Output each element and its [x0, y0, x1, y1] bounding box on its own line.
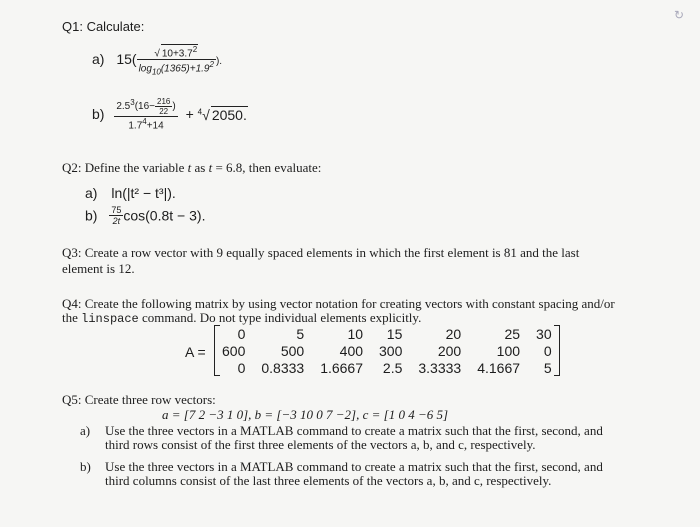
- q2b-expr: cos(0.8t − 3).: [123, 207, 206, 224]
- q1a-den: $\log_{10}(1365)+1.9^2$: [138, 60, 214, 77]
- q5a-text: a) Use the three vectors in a MATLAB command to create a matrix such that the first, second, and third rows consist of the first three elements of the vectors a, b, and c, respectively.: [80, 423, 603, 452]
- matrix-row: [214, 342, 560, 359]
- matrix-cell: 0: [543, 342, 552, 359]
- q5-title: Q5: Create three row vectors:: [62, 392, 216, 407]
- matrix-cell: 100: [496, 342, 521, 359]
- matrix-cell: 3.3333: [418, 359, 462, 376]
- sqrt-symbol: √: [154, 48, 160, 60]
- q1b-label: b): [92, 106, 105, 123]
- q5b-label: b): [80, 459, 91, 474]
- q1b-plus: +: [185, 106, 194, 123]
- q1b-num: $2.5^3(16-$ $\frac{216}{22}$ ): [116, 97, 176, 116]
- q1a-coef: 15(: [116, 51, 137, 68]
- matrix-row: [214, 359, 560, 376]
- matrix-row: [214, 325, 560, 342]
- q3-text: Q3: Create a row vector with 9 equally spaced elements in which the first element is 81 and the last element is 12.: [62, 245, 580, 276]
- q2b-expression: b) $\frac{75}{2t}$ cos(0.8t − 3).: [85, 205, 206, 226]
- matrix-cell: 30: [536, 325, 552, 342]
- matrix-cell: 10: [347, 325, 364, 342]
- matrix-cell: 1.6667: [320, 359, 364, 376]
- q2a-label: a): [85, 185, 98, 201]
- q4-text: Q4: Create the following matrix by using vector notation for creating vectors with constant spacing and/or the linspace command. Do not type individual elements explicitly.: [62, 296, 615, 326]
- matrix-cell: 600: [222, 342, 246, 359]
- matrix-cell: 25: [504, 325, 521, 342]
- q1b-expression: [92, 97, 248, 131]
- matrix-cell: 200: [437, 342, 462, 359]
- q2a-expr: ln(|t² − t³|).: [111, 185, 176, 201]
- matrix-cell: 4.1667: [477, 359, 521, 376]
- q5b-text: b) Use the three vectors in a MATLAB command to create a matrix such that the first, second, and third columns consist of the last three elements of the vectors a, b, and c, respectively.: [80, 459, 603, 488]
- q2a-expression: [85, 185, 176, 201]
- matrix-cell: 5: [296, 325, 305, 342]
- matrix-cell: 0: [237, 359, 246, 376]
- matrix-cell: 20: [445, 325, 462, 342]
- matrix-cell: 500: [280, 342, 305, 359]
- matrix-cell: 400: [339, 342, 364, 359]
- q1b-den: $1.7^4+14$: [128, 117, 164, 132]
- matrix-label: A =: [185, 344, 206, 360]
- matrix-cell: 5: [543, 359, 552, 376]
- matrix-cell: 0.8333: [261, 359, 305, 376]
- matrix-cell: 15: [386, 325, 403, 342]
- q2-title: Q2: Define the variable t as t = 6.8, then evaluate:: [62, 160, 322, 175]
- q1-title: Q1: Calculate:: [62, 19, 145, 34]
- q2b-label: b): [85, 207, 98, 224]
- matrix-cell: 2.5: [382, 359, 403, 376]
- matrix-cell: 300: [379, 342, 403, 359]
- matrix-a: [214, 325, 560, 376]
- q1a-num: $10+3.7^2$: [161, 45, 198, 60]
- matrix-cell: 0: [237, 325, 246, 342]
- q5-vectors: a = [7 2 −3 1 0], b = [−3 10 0 7 −2], c = [1 0 4 −6 5]: [162, 407, 449, 422]
- q1a-close: ).: [215, 56, 223, 68]
- linspace-code: linspace: [81, 312, 139, 326]
- refresh-icon[interactable]: ↻: [674, 8, 685, 22]
- q5a-label: a): [80, 423, 91, 438]
- q1b-root: $^4$√ 2050.: [197, 106, 247, 123]
- q1a-expression: [92, 44, 222, 77]
- q1a-label: a): [92, 51, 105, 68]
